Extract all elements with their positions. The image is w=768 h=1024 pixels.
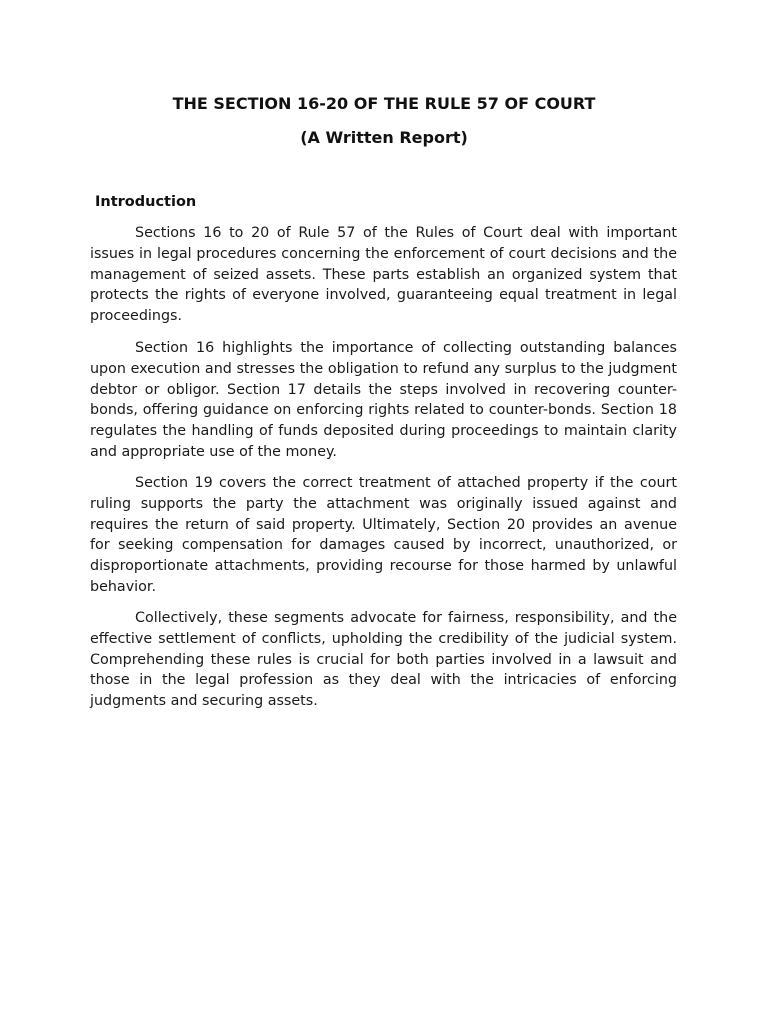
paragraph-2: Section 16 highlights the importance of collecting outstanding balances upon execution and stresses the obligation to refund any surplus to the judgment debtor or obligor. Section 17 details the steps involved in recovering counter-bonds, offering guidance on enforcing rights related to counter-bonds. Section 18 regulates the handling of funds deposited during proceedings to maintain clarity and appropriate use of the money.: [90, 340, 677, 460]
section-heading-introduction: Introduction: [95, 194, 197, 210]
paragraph-4: Collectively, these segments advocate for fairness, responsibility, and the effective settlement of conflicts, upholding the credibility of the judicial system. Comprehending these rules is crucial for both parties involved in a lawsuit and those in the legal profession as they deal with the intricacies of enforcing judgments and securing assets.: [90, 610, 677, 710]
paragraph-3: Section 19 covers the correct treatment of attached property if the court ruling supports the party the attachment was originally issued against and requires the return of said property. Ultimately, Section 20 provides an avenue for seeking compensation for damages caused by incorrect, unauthorized, or disproportionate attachments, providing recourse for those harmed by unlawful behavior.: [90, 475, 677, 595]
paragraph-1: Sections 16 to 20 of Rule 57 of the Rules of Court deal with important issues in legal procedures concerning the enforcement of court decisions and the management of seized assets. These parts establish an organized system that protects the rights of everyone involved, guaranteeing equal treatment in legal proceedings.: [90, 225, 677, 325]
document-subtitle: (A Written Report): [300, 128, 468, 147]
document-title: THE SECTION 16-20 OF THE RULE 57 OF COURT: [172, 94, 596, 113]
